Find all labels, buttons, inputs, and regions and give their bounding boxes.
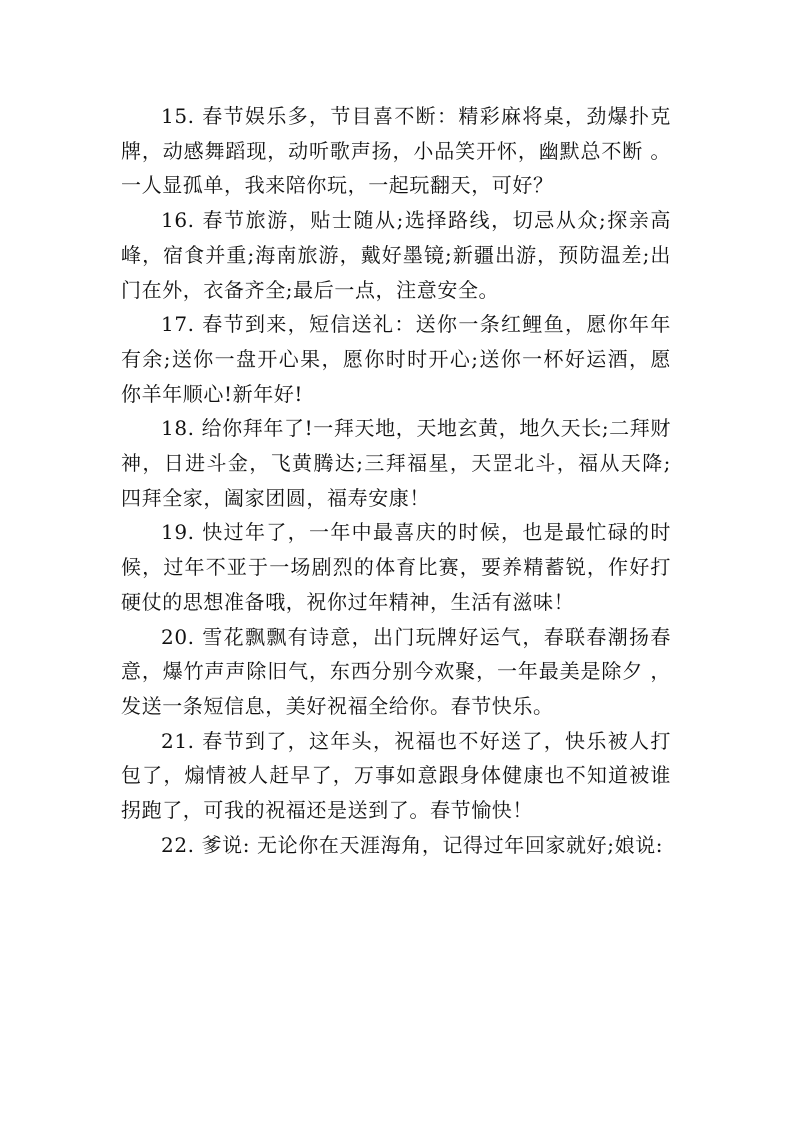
paragraph-19: 19. 快过年了，一年中最喜庆的时候，也是最忙碌的时候，过年不亚于一场剧烈的体育比赛，要养精蓄锐，作好打硬仗的思想准备哦，祝你过年精神，生活有滋味！	[121, 520, 671, 614]
paragraph-18: 18. 给你拜年了!一拜天地，天地玄黄，地久天长;二拜财神，日进斗金，飞黄腾达;三拜福星，天罡北斗，福从天降;四拜全家，阖家团圆，福寿安康！	[121, 416, 671, 510]
paragraph-16: 16. 春节旅游，贴士随从;选择路线，切忌从众;探亲高峰，宿食并重;海南旅游，戴好墨镜;新疆出游，预防温差;出门在外，衣备齐全;最后一点，注意安全。	[121, 208, 671, 302]
paragraph-21: 21. 春节到了，这年头，祝福也不好送了，快乐被人打包了，煽情被人赶早了，万事如意跟身体健康也不知道被谁拐跑了，可我的祝福还是送到了。春节愉快！	[121, 728, 671, 823]
document-body	[121, 99, 671, 862]
paragraph-17: 17. 春节到来，短信送礼：送你一条红鲤鱼，愿你年年有余;送你一盘开心果，愿你时时开心;送你一杯好运酒，愿你羊年顺心!新年好!	[121, 312, 671, 406]
paragraph-20: 20. 雪花飘飘有诗意，出门玩牌好运气，春联春潮扬春意，爆竹声声除旧气，东西分别今欢聚，一年最美是除夕 ，发送一条短信息，美好祝福全给你。春节快乐。	[121, 624, 671, 718]
paragraph-15: 15. 春节娱乐多，节目喜不断：精彩麻将桌，劲爆扑克牌，动感舞蹈现，动听歌声扬，小品笑开怀，幽默总不断 。一人显孤单，我来陪你玩，一起玩翻天，可好？	[121, 104, 671, 198]
paragraph-22: 22. 爹说: 无论你在天涯海角，记得过年回家就好;娘说:	[161, 832, 664, 857]
